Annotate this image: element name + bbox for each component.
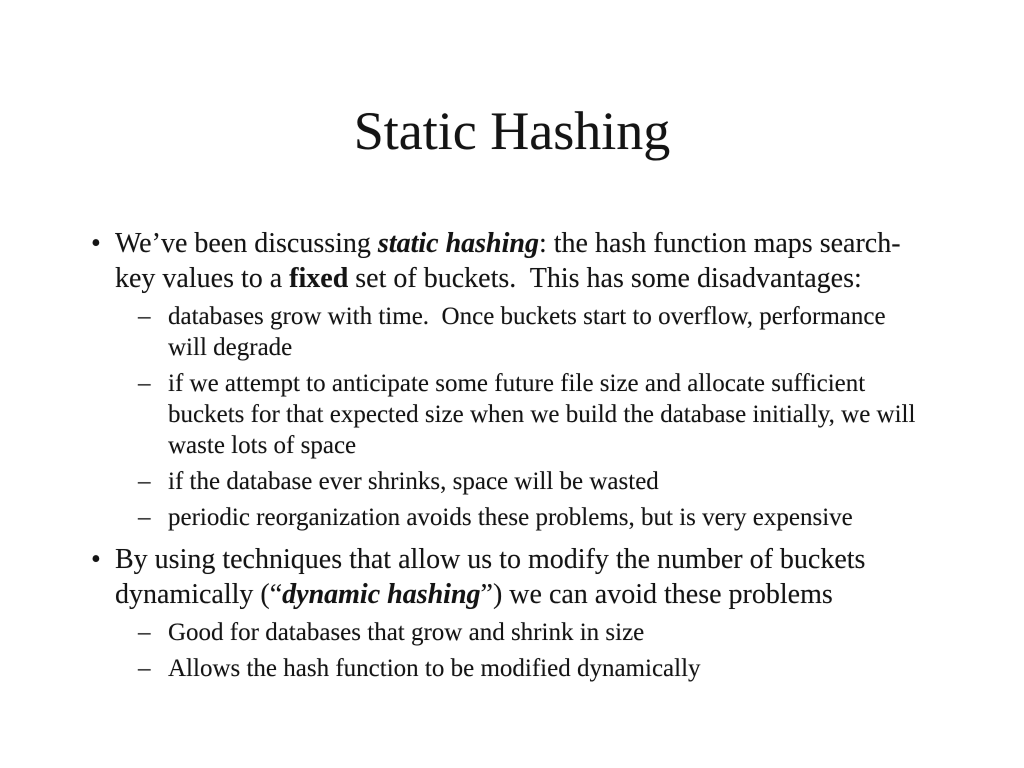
slide-title: Static Hashing	[353, 101, 671, 161]
bullet-list	[88, 226, 1008, 684]
dash-icon: –	[138, 504, 151, 531]
dash-icon: –	[138, 655, 151, 682]
dash-icon: –	[138, 619, 151, 646]
bullet-text: periodic reorganization avoids these problems, but is very expensive	[168, 504, 853, 531]
sub-bullet-item	[138, 466, 1008, 497]
sub-bullet-item	[138, 301, 1008, 363]
bullet-item	[88, 226, 1008, 296]
bullet-text: Allows the hash function to be modified dynamically	[168, 655, 701, 682]
dash-icon: –	[138, 370, 151, 397]
sub-bullet-item	[138, 368, 1008, 461]
bullet-dot-icon: •	[91, 544, 101, 575]
bullet-dot-icon: •	[91, 228, 101, 259]
dash-icon: –	[138, 468, 151, 495]
dash-icon: –	[138, 303, 151, 330]
bullet-text: databases grow with time. Once buckets start to overflow, performance will degrade	[168, 303, 886, 361]
bullet-text: Good for databases that grow and shrink in size	[168, 619, 645, 646]
bullet-text: We’ve been discussing static hashing: the hash function maps search- key values to a fixed set of buckets. This has some disadvantages:	[115, 228, 901, 294]
sub-bullet-item	[138, 502, 1008, 533]
sub-bullet-item	[138, 617, 1008, 648]
bullet-text: if the database ever shrinks, space will be wasted	[168, 468, 659, 495]
bullet-text: By using techniques that allow us to modify the number of buckets dynamically (“dynamic hashing”) we can avoid these problems	[115, 544, 866, 610]
sub-bullet-item	[138, 653, 1008, 684]
bullet-text: if we attempt to anticipate some future file size and allocate sufficient buckets for that expected size when we build the database initially, we will waste lots of space	[168, 370, 916, 459]
bullet-item	[88, 542, 1008, 612]
